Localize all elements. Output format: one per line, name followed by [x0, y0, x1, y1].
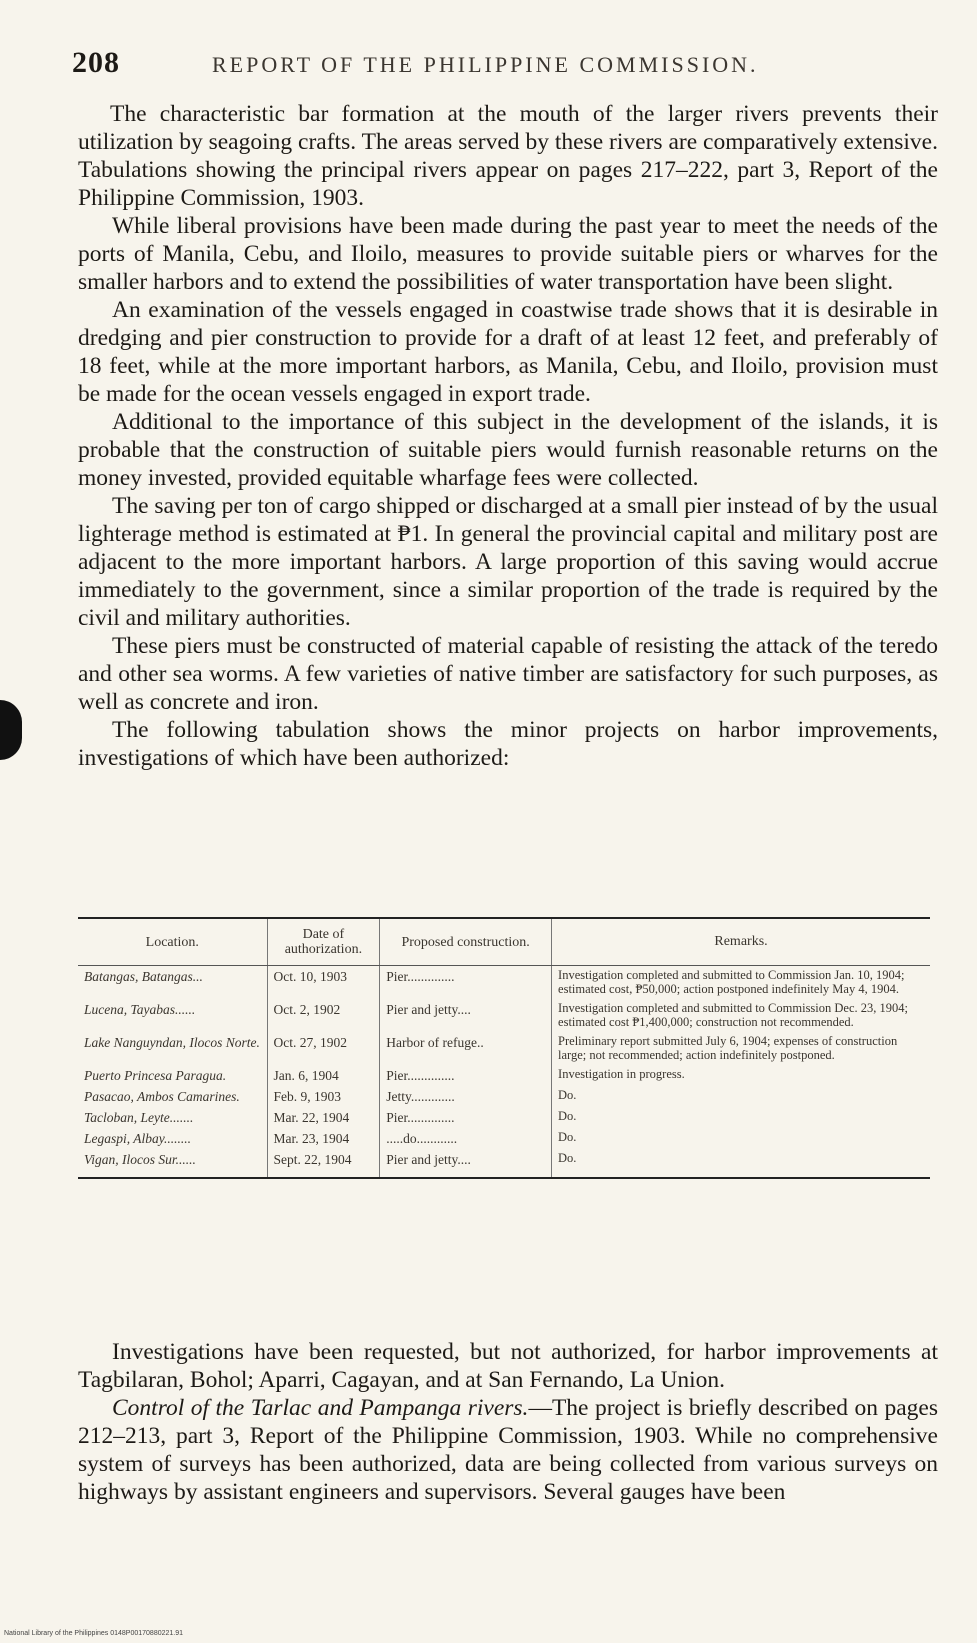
- column-header-location: Location.: [78, 918, 267, 966]
- cell-remarks: Do.: [552, 1086, 930, 1107]
- cell-date: Mar. 23, 1904: [267, 1128, 380, 1149]
- cell-location: Lake Nanguyndan, Ilocos Norte.: [84, 1035, 260, 1050]
- paragraph: The saving per ton of cargo shipped or discharged at a small pier instead of by the usual lighterage method is estimated at ₱1. In general the provincial capital and military post are adjacent to the more important harbors. A large proportion of this saving would accrue immediately to the government, since a similar proportion of the trade is required by the civil and military authorities.: [78, 493, 938, 631]
- cell-date: Oct. 10, 1903: [267, 966, 380, 1000]
- cell-construction: Pier and jetty....: [380, 999, 552, 1032]
- paragraph: The characteristic bar formation at the mouth of the larger rivers prevents their utilization by seagoing crafts. The areas served by these rivers are comparatively extensive. Tabulations showing the principal rivers appear on pages 217–222, part 3, Report of the Philippine Commission, 1903.: [78, 101, 938, 211]
- column-header-construction: Proposed construction.: [380, 918, 552, 966]
- cell-location: Pasacao, Ambos Camarines.: [84, 1089, 240, 1104]
- cell-location: Puerto Princesa Paragua.: [84, 1068, 227, 1083]
- cell-date: Oct. 2, 1902: [267, 999, 380, 1032]
- paragraph: These piers must be constructed of material capable of resisting the attack of the teredo and other sea worms. A few varieties of native timber are satisfactory for such purposes, as well as concrete and iron.: [78, 633, 938, 715]
- column-header-date: Date of authorization.: [267, 918, 380, 966]
- cell-remarks: Do.: [552, 1149, 930, 1178]
- cell-date: Oct. 27, 1902: [267, 1032, 380, 1065]
- table-row: [78, 1149, 930, 1178]
- cell-remarks: Investigation completed and submitted to Commission Dec. 23, 1904; estimated cost ₱1,400,000; construction not recommended.: [552, 999, 930, 1032]
- cell-remarks: Do.: [552, 1128, 930, 1149]
- body-text-top: [78, 100, 938, 772]
- cell-location: Legaspi, Albay........: [84, 1131, 192, 1146]
- table-row: [78, 1065, 930, 1086]
- cell-date: Mar. 22, 1904: [267, 1107, 380, 1128]
- section-paragraph: [78, 1394, 938, 1506]
- cell-remarks: Investigation completed and submitted to Commission Jan. 10, 1904; estimated cost, ₱50,000; action postponed indefinitely May 4, 1904.: [552, 966, 930, 1000]
- cell-location: Vigan, Ilocos Sur......: [84, 1152, 196, 1167]
- table-row: [78, 1086, 930, 1107]
- cell-construction: Jetty.............: [380, 1086, 552, 1107]
- table-header-row: [78, 918, 930, 966]
- cell-location: Lucena, Tayabas......: [84, 1002, 196, 1017]
- cell-construction: Harbor of refuge..: [380, 1032, 552, 1065]
- paragraph: The following tabulation shows the minor projects on harbor improvements, investigations of which have been authorized:: [78, 717, 938, 771]
- cell-date: Sept. 22, 1904: [267, 1149, 380, 1178]
- scan-footer: National Library of the Philippines 0148P00170880221.91: [4, 1630, 184, 1637]
- paragraph: Investigations have been requested, but not authorized, for harbor improvements at Tagbilaran, Bohol; Aparri, Cagayan, and at San Fernando, La Union.: [78, 1339, 938, 1393]
- body-text-bottom: [78, 1338, 938, 1506]
- cell-date: Feb. 9, 1903: [267, 1086, 380, 1107]
- cell-construction: Pier..............: [380, 1065, 552, 1086]
- cell-construction: Pier..............: [380, 1107, 552, 1128]
- harbor-projects-table: [78, 917, 930, 1179]
- paragraph: While liberal provisions have been made during the past year to meet the needs of the ports of Manila, Cebu, and Iloilo, measures to provide suitable piers or wharves for the smaller harbors and to extend the possibilities of water transportation have been slight.: [78, 213, 938, 295]
- table-row: [78, 1032, 930, 1065]
- column-header-remarks: Remarks.: [552, 918, 930, 966]
- page-number: 208: [72, 46, 120, 79]
- running-head: REPORT OF THE PHILIPPINE COMMISSION.: [212, 52, 759, 77]
- cell-remarks: Investigation in progress.: [552, 1065, 930, 1086]
- cell-location: Batangas, Batangas...: [84, 969, 203, 984]
- table-row: [78, 1107, 930, 1128]
- scan-smudge: [0, 700, 22, 760]
- cell-location: Tacloban, Leyte.......: [84, 1110, 194, 1125]
- cell-date: Jan. 6, 1904: [267, 1065, 380, 1086]
- table-row: [78, 966, 930, 1000]
- cell-construction: Pier..............: [380, 966, 552, 1000]
- cell-construction: .....do............: [380, 1128, 552, 1149]
- cell-remarks: Preliminary report submitted July 6, 1904; expenses of construction large; not recommended; action indefinitely postponed.: [552, 1032, 930, 1065]
- section-title: Control of the Tarlac and Pampanga rivers.: [112, 1395, 529, 1421]
- section-text: —The project is briefly described on pages 212–213, part 3, Report of the Philippine Commission, 1903. While no comprehensive system of surveys has been authorized, data are being collected from various surveys on highways by assistant engineers and supervisors. Several gauges have been: [78, 1395, 938, 1505]
- page-header: [72, 46, 932, 86]
- table-row: [78, 999, 930, 1032]
- table-row: [78, 1128, 930, 1149]
- cell-construction: Pier and jetty....: [380, 1149, 552, 1178]
- cell-remarks: Do.: [552, 1107, 930, 1128]
- paragraph: An examination of the vessels engaged in coastwise trade shows that it is desirable in dredging and pier construction to provide for a draft of at least 12 feet, and preferably of 18 feet, while at the more important harbors, as Manila, Cebu, and Iloilo, provision must be made for the ocean vessels engaged in export trade.: [78, 297, 938, 407]
- paragraph: Additional to the importance of this subject in the development of the islands, it is probable that the construction of suitable piers would furnish reasonable returns on the money invested, provided equitable wharfage fees were collected.: [78, 409, 938, 491]
